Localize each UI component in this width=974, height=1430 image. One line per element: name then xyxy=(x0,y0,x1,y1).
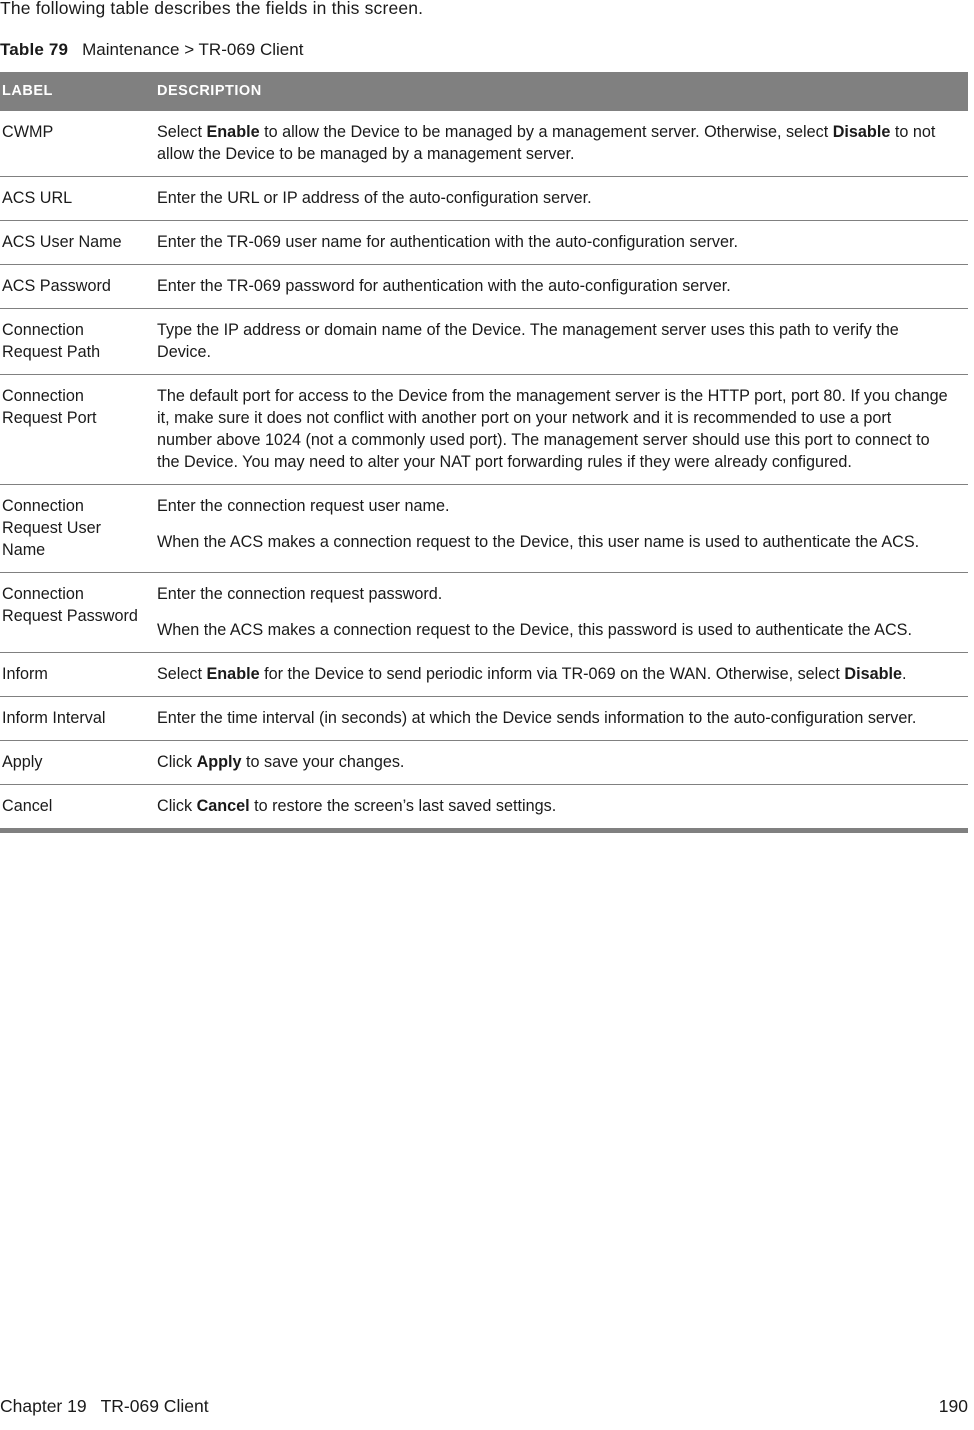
row-label: Connection Request Path xyxy=(0,309,151,375)
row-label: Connection Request Port xyxy=(0,375,151,485)
row-description: Enter the connection request password. When the ACS makes a connection request to the Device, this password is used to authenticate the ACS. xyxy=(151,573,968,653)
table-caption-title: Maintenance > TR-069 Client xyxy=(82,40,304,59)
table-row xyxy=(0,111,968,177)
row-label: Cancel xyxy=(0,785,151,831)
row-description: Select Enable to allow the Device to be managed by a management server. Otherwise, select Disable to not allow the Device to be managed by a management server. xyxy=(157,123,936,163)
table-row xyxy=(0,741,968,785)
table-header-row xyxy=(0,72,968,111)
row-label: Connection Request Password xyxy=(0,573,151,653)
table-row xyxy=(0,265,968,309)
row-label: ACS Password xyxy=(0,265,151,309)
row-label: Inform xyxy=(0,653,151,697)
column-header-description: DESCRIPTION xyxy=(151,72,968,111)
row-description: Click Apply to save your changes. xyxy=(151,741,968,785)
row-description: Click Cancel to restore the screen’s last saved settings. xyxy=(151,785,968,831)
table-body xyxy=(0,111,968,831)
row-description: Enter the TR-069 password for authentication with the auto-configuration server. xyxy=(151,265,968,309)
row-description: Enter the TR-069 user name for authentication with the auto-configuration server. xyxy=(151,221,968,265)
table-row xyxy=(0,177,968,221)
row-description: Enter the URL or IP address of the auto-configuration server. xyxy=(151,177,968,221)
row-description: The default port for access to the Device from the management server is the HTTP port, port 80. If you change it, make sure it does not conflict with another port on your network and it is recommended to use a port number above 1024 (not a commonly used port). The management server should use this port to connect to the Device. You may need to alter your NAT port forwarding rules if they were already configured. xyxy=(151,375,968,485)
table-row xyxy=(0,485,968,573)
footer-chapter-number: Chapter 19 xyxy=(0,1396,87,1416)
page-footer xyxy=(0,1394,968,1418)
table-row xyxy=(0,309,968,375)
row-description: Enter the connection request user name. When the ACS makes a connection request to the Device, this user name is used to authenticate the ACS. xyxy=(151,485,968,573)
table-caption xyxy=(0,38,303,62)
page-number: 190 xyxy=(938,1396,968,1416)
row-label: ACS URL xyxy=(0,177,151,221)
table-caption-number: Table 79 xyxy=(0,40,69,59)
intro-paragraph: The following table describes the fields in this screen. xyxy=(0,0,424,18)
column-header-label: LABEL xyxy=(0,72,151,111)
row-description: Select Enable for the Device to send periodic inform via TR-069 on the WAN. Otherwise, select Disable. xyxy=(151,653,968,697)
table-row xyxy=(0,375,968,485)
footer-chapter-title: TR-069 Client xyxy=(100,1396,209,1416)
row-label: Inform Interval xyxy=(0,697,151,741)
row-label: CWMP xyxy=(2,123,54,141)
row-description: Type the IP address or domain name of the Device. The management server uses this path to verify the Device. xyxy=(151,309,968,375)
row-label: Apply xyxy=(0,741,151,785)
row-label: ACS User Name xyxy=(0,221,151,265)
table-header xyxy=(0,72,968,111)
table-row xyxy=(0,785,968,831)
table-row xyxy=(0,653,968,697)
table-row xyxy=(0,697,968,741)
fields-table xyxy=(0,72,968,833)
row-label: Connection Request User Name xyxy=(0,485,151,573)
table-row xyxy=(0,221,968,265)
table-row xyxy=(0,573,968,653)
row-description: Enter the time interval (in seconds) at which the Device sends information to the auto-configuration server. xyxy=(151,697,968,741)
footer-chapter xyxy=(0,1394,209,1418)
